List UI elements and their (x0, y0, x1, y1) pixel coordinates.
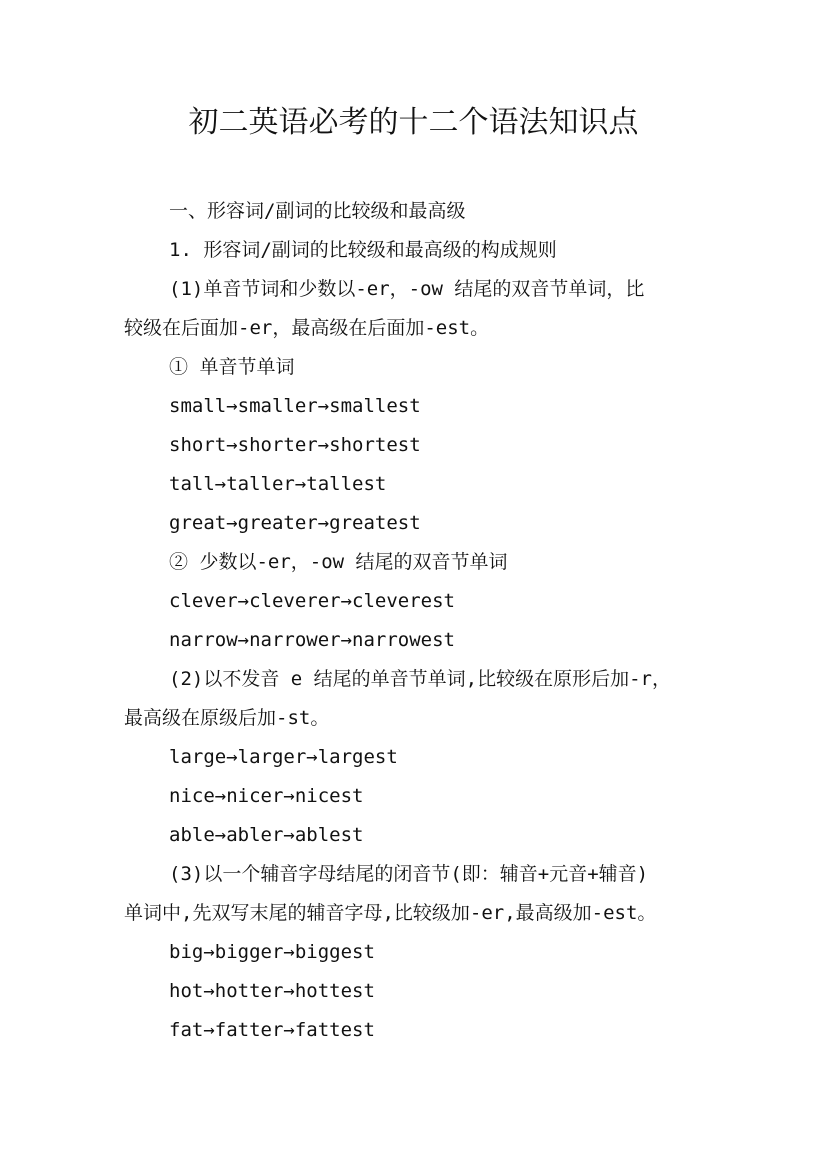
text-line: great→greater→greatest (169, 512, 421, 534)
text-line: able→abler→ablest (169, 824, 364, 846)
text-line: ① 单音节单词 (169, 356, 295, 378)
document-body (124, 192, 714, 1050)
text-line: 1. 形容词/副词的比较级和最高级的构成规则 (169, 239, 557, 261)
document-title: 初二英语必考的十二个语法知识点 (188, 105, 639, 140)
text-line: nice→nicer→nicest (169, 785, 364, 807)
text-line: tall→taller→tallest (169, 473, 387, 495)
text-line: hot→hotter→hottest (169, 980, 375, 1002)
text-line: big→bigger→biggest (169, 941, 375, 963)
text-line: 最高级在原级后加-st。 (124, 707, 330, 729)
text-line: (1)单音节词和少数以-er，-ow 结尾的双音节单词，比 (169, 278, 645, 300)
text-line: (2)以不发音 e 结尾的单音节单词,比较级在原形后加-r， (169, 668, 671, 690)
text-line: narrow→narrower→narrowest (169, 629, 455, 651)
text-line: 单词中,先双写末尾的辅音字母,比较级加-er,最高级加-est。 (124, 902, 657, 924)
text-line: small→smaller→smallest (169, 395, 421, 417)
text-line: short→shorter→shortest (169, 434, 421, 456)
text-line: fat→fatter→fattest (169, 1019, 375, 1041)
text-line: 一、形容词/副词的比较级和最高级 (169, 200, 466, 222)
text-line: large→larger→largest (169, 746, 398, 768)
text-line: ② 少数以-er，-ow 结尾的双音节单词 (169, 551, 508, 573)
text-line: 较级在后面加-er，最高级在后面加-est。 (124, 317, 490, 339)
text-line: clever→cleverer→cleverest (169, 590, 455, 612)
text-line: (3)以一个辅音字母结尾的闭音节(即：辅音+元音+辅音) (169, 863, 649, 885)
